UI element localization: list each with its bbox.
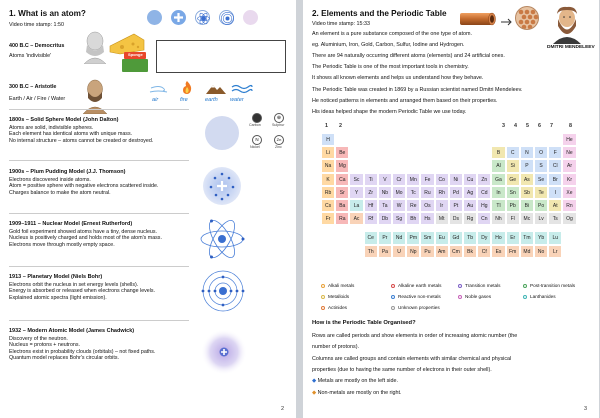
legend-label: Metalloids xyxy=(328,294,350,299)
electron-cloud-diagram xyxy=(200,328,248,376)
element-cell-tm: Tm xyxy=(520,231,534,244)
element-cell-w: W xyxy=(392,199,406,212)
element-cell-sn: Sn xyxy=(506,186,520,199)
nonmetals-note xyxy=(312,390,402,396)
element-cell-cu: Cu xyxy=(463,173,477,186)
element-cell-y: Y xyxy=(349,186,363,199)
element-cell-si: Si xyxy=(506,159,520,172)
element-cell-hg: Hg xyxy=(477,199,491,212)
bohr-title: 1913 – Planetary Model (Niels Bohr) xyxy=(9,274,103,280)
group-number: 3 xyxy=(502,123,505,129)
group-number: 6 xyxy=(538,123,541,129)
dalton-line: Atoms are solid, indivisible spheres. xyxy=(9,124,94,131)
element-cell-os: Os xyxy=(420,199,434,212)
legend-dot xyxy=(458,295,462,299)
dalton-section xyxy=(9,117,189,144)
element-cell-fm: Fm xyxy=(506,245,520,258)
legend-dot xyxy=(523,295,527,299)
mendeleev-portrait xyxy=(549,4,585,44)
element-cell-pr: Pr xyxy=(378,231,392,244)
metals-note-text: Metals are mostly on the left side. xyxy=(317,378,398,384)
element-cell-gd: Gd xyxy=(449,231,463,244)
element-cell-au: Au xyxy=(463,199,477,212)
rutherford-section xyxy=(9,221,189,248)
element-cell-ar: Ar xyxy=(562,159,576,172)
group-number: 7 xyxy=(550,123,553,129)
dalton-symbols xyxy=(248,113,292,163)
element-cell-o: O xyxy=(534,146,548,159)
section-title-elements: 2. Elements and the Periodic Table xyxy=(312,9,447,18)
element-cell-dy: Dy xyxy=(477,231,491,244)
legend-item xyxy=(321,294,349,299)
element-cell-ti: Ti xyxy=(364,173,378,186)
legend-label: Post-transition metals xyxy=(530,283,576,288)
arrow-right-icon xyxy=(501,13,513,21)
democritus-text: Atoms 'indivisible' xyxy=(9,53,52,59)
element-cell-lu: Lu xyxy=(548,231,562,244)
element-label-air: air xyxy=(152,97,159,103)
answer-box[interactable] xyxy=(156,40,286,73)
bohr-model-icon xyxy=(219,10,234,25)
element-label-water: water xyxy=(230,97,244,103)
sponge-illustration xyxy=(122,52,150,74)
element-cell-sr: Sr xyxy=(335,186,349,199)
element-cell-tl: Tl xyxy=(491,199,505,212)
diamond-orange-icon: ◆ xyxy=(312,390,317,396)
element-cell-am: Am xyxy=(435,245,449,258)
legend-dot xyxy=(458,284,462,288)
element-cell-xe: Xe xyxy=(562,186,576,199)
worksheet-page-left xyxy=(0,0,296,418)
legend-dot xyxy=(523,284,527,288)
legend-dot xyxy=(321,295,325,299)
chadwick-line: Nucleus = protons + neutrons. xyxy=(9,342,80,349)
group-number: 8 xyxy=(569,123,572,129)
element-cell-sb: Sb xyxy=(520,186,534,199)
legend-dot xyxy=(391,284,395,288)
element-cell-br: Br xyxy=(548,173,562,186)
chadwick-line: Quantum model replaces Bohr's circular orbits. xyxy=(9,355,119,362)
element-cell-nd: Nd xyxy=(392,231,406,244)
element-cell-md: Md xyxy=(520,245,534,258)
element-cell-cf: Cf xyxy=(477,245,491,258)
element-cell-s: S xyxy=(534,159,548,172)
worksheet-page-right xyxy=(303,0,599,418)
rutherford-line: Gold foil experiment showed atoms have a tiny, dense nucleus. xyxy=(9,228,158,235)
element-cell-eu: Eu xyxy=(435,231,449,244)
group-number: 4 xyxy=(514,123,517,129)
element-label-earth: earth xyxy=(205,97,218,103)
element-cell-pu: Pu xyxy=(420,245,434,258)
aristotle-title: 300 B.C – Aristotle xyxy=(9,84,57,90)
organised-line: Columns are called groups and contain elements with similar chemical and physical xyxy=(312,356,512,362)
nonmetals-note-text: Non-metals are mostly on the right. xyxy=(317,390,402,396)
element-cell-er: Er xyxy=(506,231,520,244)
page-number-right: 3 xyxy=(583,406,587,412)
element-label-fire: fire xyxy=(180,97,188,103)
legend-dot xyxy=(391,306,395,310)
element-cell-lv: Lv xyxy=(534,212,548,225)
element-cell-sm: Sm xyxy=(420,231,434,244)
sponge-body xyxy=(122,59,148,72)
timestamp-right: Video time stamp: 15:33 xyxy=(312,21,371,27)
group-number: 2 xyxy=(339,123,342,129)
divider xyxy=(9,109,189,110)
nuclear-model-diagram xyxy=(198,215,246,263)
divider xyxy=(9,266,189,267)
element-cell-bk: Bk xyxy=(463,245,477,258)
element-cell-bi: Bi xyxy=(520,199,534,212)
element-cell-ru: Ru xyxy=(420,186,434,199)
element-cell-cs: Cs xyxy=(321,199,335,212)
element-cell-ac: Ac xyxy=(349,212,363,225)
thomson-line: Charges balance to make the atom neutral. xyxy=(9,189,111,196)
element-cell-c: C xyxy=(506,146,520,159)
zinc-symbol: Zn xyxy=(274,135,284,145)
bohr-line: Energy is absorbed or released when electrons change levels. xyxy=(9,288,156,295)
element-cell-pa: Pa xyxy=(378,245,392,258)
democritus-bust-illustration xyxy=(80,30,110,64)
legend-label: Unknown properties xyxy=(398,305,440,310)
chadwick-section xyxy=(9,328,189,362)
divider xyxy=(9,320,189,321)
dalton-title: 1800s – Solid Sphere Model (John Dalton) xyxy=(9,117,119,123)
element-cell-la: La xyxy=(349,199,363,212)
plum-pudding-diagram xyxy=(202,166,242,206)
element-cell-tc: Tc xyxy=(406,186,420,199)
element-text-line: An element is a pure substance composed of the one type of atom. xyxy=(312,31,473,37)
element-cell-tb: Tb xyxy=(463,231,477,244)
portrait-caption: DMITRI MENDELEEV xyxy=(547,45,595,50)
democritus-title: 400 B.C – Democritus xyxy=(9,43,65,49)
legend-dot xyxy=(391,295,395,299)
element-cell-be: Be xyxy=(335,146,349,159)
element-cell-he: He xyxy=(562,133,576,146)
periodic-table xyxy=(321,133,581,260)
legend-label: Lanthanides xyxy=(530,294,556,299)
element-text-line: It shows all known elements and helps us understand how they behave. xyxy=(312,75,484,81)
element-cell-re: Re xyxy=(406,199,420,212)
chadwick-line: Discovery of the neutron. xyxy=(9,335,68,342)
element-text-line: His ideas helped shape the modern Periodic Table we use today. xyxy=(312,109,467,115)
nuclear-model-icon xyxy=(195,10,210,25)
element-cell-og: Og xyxy=(562,212,576,225)
element-cell-ni: Ni xyxy=(449,173,463,186)
copper-atoms-lattice xyxy=(515,6,539,30)
element-cell-nh: Nh xyxy=(491,212,505,225)
legend-label: Transition metals xyxy=(465,283,501,288)
thomson-title: 1900s – Plum Pudding Model (J.J. Thomson) xyxy=(9,169,126,175)
element-cell-np: Np xyxy=(406,245,420,258)
element-cell-hf: Hf xyxy=(364,199,378,212)
element-text-line: The Periodic Table was created in 1869 by a Russian scientist named Dmitri Mendeleev. xyxy=(312,87,523,93)
legend-item xyxy=(321,305,347,310)
element-cell-ag: Ag xyxy=(463,186,477,199)
element-cell-cl: Cl xyxy=(548,159,562,172)
element-cell-in: In xyxy=(491,186,505,199)
element-cell-hs: Hs xyxy=(420,212,434,225)
zinc-label: Zinc xyxy=(275,145,282,149)
legend-item xyxy=(523,283,575,288)
element-cell-ba: Ba xyxy=(335,199,349,212)
element-cell-ts: Ts xyxy=(548,212,562,225)
element-cell-k: K xyxy=(321,173,335,186)
element-cell-cn: Cn xyxy=(477,212,491,225)
group-number: 5 xyxy=(526,123,529,129)
element-cell-cr: Cr xyxy=(392,173,406,186)
element-cell-db: Db xyxy=(378,212,392,225)
element-text-line: There are 94 naturally occurring different atoms (elements) and 24 artificial ones. xyxy=(312,53,505,59)
chadwick-title: 1932 – Modern Atomic Model (James Chadwick) xyxy=(9,328,135,334)
element-cell-v: V xyxy=(378,173,392,186)
legend-item xyxy=(321,283,354,288)
element-cell-ge: Ge xyxy=(506,173,520,186)
element-cell-lr: Lr xyxy=(548,245,562,258)
rutherford-line: Nucleus is positively charged and holds most of the atom's mass. xyxy=(9,235,162,242)
chadwick-line: Electrons exist in probability clouds (orbitals) – not fixed paths. xyxy=(9,348,156,355)
element-cell-f: F xyxy=(548,146,562,159)
metals-note xyxy=(312,378,398,384)
legend-label: Noble gases xyxy=(465,294,492,299)
element-cell-no: No xyxy=(534,245,548,258)
legend-item xyxy=(391,294,441,299)
organised-line: number of protons). xyxy=(312,344,360,350)
atom-sphere-icon xyxy=(147,10,162,25)
group-number: 1 xyxy=(325,123,328,129)
dalton-line: No internal structure – atoms cannot be created or destroyed. xyxy=(9,137,154,144)
element-cell-as: As xyxy=(520,173,534,186)
organised-line: properties (due to having the same number of electrons in their outer shell). xyxy=(312,367,492,373)
legend-label: Alkali metals xyxy=(328,283,355,288)
legend-item xyxy=(458,294,491,299)
element-cell-li: Li xyxy=(321,146,335,159)
plum-pudding-icon xyxy=(171,10,186,25)
element-cell-sc: Sc xyxy=(349,173,363,186)
divider xyxy=(9,160,189,161)
element-cell-cm: Cm xyxy=(449,245,463,258)
carbon-symbol xyxy=(252,113,262,123)
section-title-atom: 1. What is an atom? xyxy=(9,9,86,18)
element-cell-n: N xyxy=(520,146,534,159)
element-cell-yb: Yb xyxy=(534,231,548,244)
element-cell-pt: Pt xyxy=(449,199,463,212)
legend-item xyxy=(391,305,440,310)
divider xyxy=(9,213,189,214)
element-text-line: eg. Aluminium, Iron, Gold, Carbon, Sulfur, Iodine and Hydrogen. xyxy=(312,42,465,48)
legend-item xyxy=(458,283,501,288)
element-cell-at: At xyxy=(548,199,562,212)
element-cell-ir: Ir xyxy=(435,199,449,212)
organised-title: How is the Periodic Table Organised? xyxy=(312,320,416,326)
thomson-line: Atom = positive sphere with negative electrons scattered inside. xyxy=(9,183,159,190)
organised-line: Rows are called periods and show elements in order of increasing atomic number (the xyxy=(312,333,518,339)
element-cell-p: P xyxy=(520,159,534,172)
sulphur-symbol: ⊕ xyxy=(274,113,284,123)
legend-label: Alkaline earth metals xyxy=(398,283,442,288)
copper-pipe-illustration xyxy=(458,8,498,30)
bohr-section xyxy=(9,274,189,301)
element-cell-ho: Ho xyxy=(491,231,505,244)
element-cell-ra: Ra xyxy=(335,212,349,225)
element-cell-h: H xyxy=(321,133,335,146)
water-icon xyxy=(231,82,253,95)
element-cell-cd: Cd xyxy=(477,186,491,199)
thomson-section xyxy=(9,169,189,196)
element-cell-se: Se xyxy=(534,173,548,186)
element-text-line: He noticed patterns in elements and arranged them based on their properties. xyxy=(312,98,498,104)
element-cell-i: I xyxy=(548,186,562,199)
element-cell-rh: Rh xyxy=(435,186,449,199)
element-cell-ca: Ca xyxy=(335,173,349,186)
bohr-line: Electrons orbit the nucleus in set energy levels (shells). xyxy=(9,281,139,288)
solid-sphere-diagram xyxy=(205,116,239,150)
element-text-line: The Periodic Table is one of the most important tools in chemistry. xyxy=(312,64,469,70)
element-cell-ds: Ds xyxy=(449,212,463,225)
thomson-line: Electrons discovered inside atoms. xyxy=(9,176,91,183)
electron-cloud-icon xyxy=(243,10,258,25)
element-cell-ta: Ta xyxy=(378,199,392,212)
aristotle-text: Earth / Air / Fire / Water xyxy=(9,96,66,102)
nickel-symbol: N xyxy=(252,135,262,145)
nickel-label: Nickel xyxy=(250,145,260,149)
rutherford-title: 1909–1911 – Nuclear Model (Ernest Rutherford) xyxy=(9,221,133,227)
diamond-blue-icon: ◆ xyxy=(312,378,317,384)
element-cell-ga: Ga xyxy=(491,173,505,186)
element-cell-pb: Pb xyxy=(506,199,520,212)
element-cell-mo: Mo xyxy=(392,186,406,199)
element-cell-mt: Mt xyxy=(435,212,449,225)
element-cell-fr: Fr xyxy=(321,212,335,225)
element-cell-pd: Pd xyxy=(449,186,463,199)
element-cell-al: Al xyxy=(491,159,505,172)
element-cell-nb: Nb xyxy=(378,186,392,199)
bohr-model-diagram xyxy=(200,268,246,314)
legend-label: Actinides xyxy=(328,305,348,310)
element-cell-rb: Rb xyxy=(321,186,335,199)
rutherford-line: Electrons move through mostly empty space. xyxy=(9,241,115,248)
carbon-label: Carbon xyxy=(249,123,261,127)
element-cell-te: Te xyxy=(534,186,548,199)
element-cell-co: Co xyxy=(435,173,449,186)
legend-dot xyxy=(321,284,325,288)
element-cell-fl: Fl xyxy=(506,212,520,225)
element-cell-kr: Kr xyxy=(562,173,576,186)
element-cell-u: U xyxy=(392,245,406,258)
earth-icon xyxy=(205,82,227,95)
sulphur-label: Sulphur xyxy=(272,123,285,127)
element-cell-mg: Mg xyxy=(335,159,349,172)
legend-item xyxy=(391,283,442,288)
page-number-left: 2 xyxy=(280,406,284,412)
element-cell-zr: Zr xyxy=(364,186,378,199)
element-cell-fe: Fe xyxy=(420,173,434,186)
element-cell-rn: Rn xyxy=(562,199,576,212)
element-cell-ce: Ce xyxy=(364,231,378,244)
dalton-line: Each element has identical atoms with unique mass. xyxy=(9,131,133,138)
sponge-label: Sponge xyxy=(128,52,143,57)
timestamp-left: Video time stamp: 1:50 xyxy=(9,22,65,28)
element-cell-mn: Mn xyxy=(406,173,420,186)
legend-item xyxy=(523,294,556,299)
element-cell-ne: Ne xyxy=(562,146,576,159)
element-cell-b: B xyxy=(491,146,505,159)
element-cell-sg: Sg xyxy=(392,212,406,225)
bohr-line: Explained atomic spectra (light emission). xyxy=(9,294,107,301)
element-cell-rg: Rg xyxy=(463,212,477,225)
element-cell-na: Na xyxy=(321,159,335,172)
element-cell-th: Th xyxy=(364,245,378,258)
legend-label: Reactive non-metals xyxy=(398,294,441,299)
element-cell-pm: Pm xyxy=(406,231,420,244)
element-cell-mc: Mc xyxy=(520,212,534,225)
fire-icon xyxy=(178,80,196,95)
element-cell-zn: Zn xyxy=(477,173,491,186)
legend-dot xyxy=(321,306,325,310)
element-cell-rf: Rf xyxy=(364,212,378,225)
element-cell-es: Es xyxy=(491,245,505,258)
element-cell-po: Po xyxy=(534,199,548,212)
element-cell-bh: Bh xyxy=(406,212,420,225)
air-icon xyxy=(149,83,169,95)
